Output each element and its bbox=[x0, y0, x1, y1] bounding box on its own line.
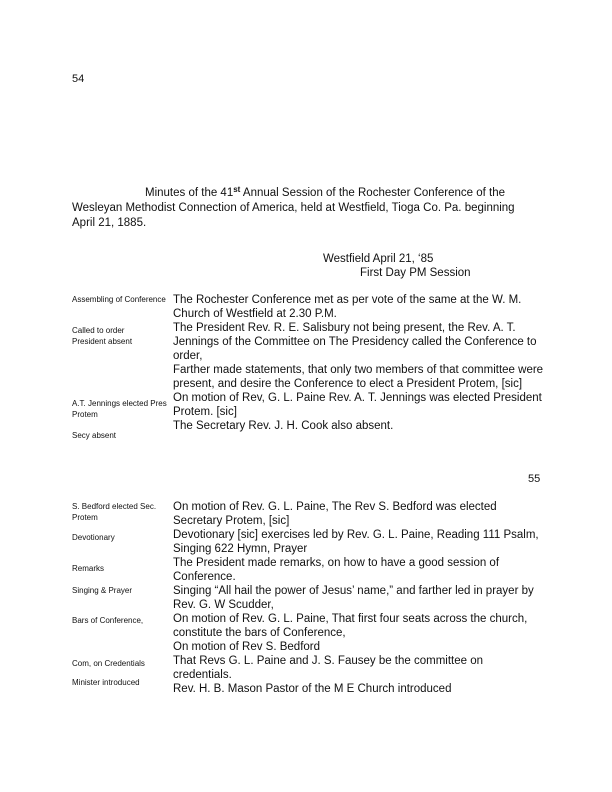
page-number-55: 55 bbox=[528, 473, 541, 485]
minutes-paragraph: That Revs G. L. Paine and J. S. Fausey be the committee on credentials. bbox=[173, 655, 484, 681]
minutes-paragraph: Farther made statements, that only two members of that committee were present, and desire the Conference to elect a President Protem, [sic] bbox=[173, 364, 544, 390]
margin-note: Called to order bbox=[72, 326, 125, 335]
minutes-paragraph: Singing “All hail the power of Jesus’ name,” and farther led in prayer by Rev. G. W Scudder, bbox=[173, 585, 534, 611]
margin-note: Devotionary bbox=[72, 533, 115, 542]
margin-note: Bars of Conference, bbox=[72, 616, 144, 625]
margin-note: President absent bbox=[72, 337, 133, 346]
minutes-paragraph: The President made remarks, on how to have a good session of Conference. bbox=[173, 557, 500, 583]
minutes-paragraph: Devotionary [sic] exercises led by Rev. G. L. Paine, Reading 111 Psalm, Singing 622 Hymn, Prayer bbox=[173, 529, 539, 555]
margin-note: Remarks bbox=[72, 564, 105, 573]
title-line1-start: Minutes of the 41 bbox=[145, 187, 234, 199]
minutes-paragraph: On motion of Rev, G. L. Paine Rev. A. T. Jennings was elected President Protem. [sic] bbox=[173, 392, 542, 418]
minutes-body-page-54 bbox=[173, 293, 545, 433]
title-line3: April 21, 1885. bbox=[72, 217, 147, 229]
margin-note: Assembling of Conference bbox=[72, 295, 166, 304]
dateline-place-date: Westfield April 21, ‘85 bbox=[323, 253, 434, 265]
minutes-paragraph: Rev. H. B. Mason Pastor of the M E Church introduced bbox=[173, 683, 452, 695]
margin-note: Com, on Credentials bbox=[72, 659, 145, 668]
minutes-paragraph: On motion of Rev. G. L. Paine, The Rev S. Bedford was elected Secretary Protem, [sic] bbox=[173, 501, 497, 527]
margin-note: Singing & Prayer bbox=[72, 586, 133, 595]
page-number-54: 54 bbox=[72, 73, 85, 85]
minutes-paragraph: On motion of Rev. G. L. Paine, That first four seats across the church, constitute the bars of Conference, bbox=[173, 613, 528, 639]
minutes-title bbox=[72, 182, 544, 231]
minutes-paragraph: The Secretary Rev. J. H. Cook also absent. bbox=[173, 420, 394, 432]
margin-note: Minister introduced bbox=[72, 678, 140, 687]
title-superscript: st bbox=[233, 185, 241, 194]
minutes-paragraph: The Rochester Conference met as per vote of the same at the W. M. Church of Westfield at 2.30 P.M. bbox=[173, 294, 522, 320]
title-line1-end: Annual Session of the Rochester Conference of the bbox=[240, 187, 506, 199]
title-line2: Wesleyan Methodist Connection of America, held at Westfield, Tioga Co. Pa. beginning bbox=[72, 202, 515, 214]
minutes-paragraph: On motion of Rev S. Bedford bbox=[173, 641, 321, 653]
minutes-body-page-55 bbox=[173, 500, 545, 696]
minutes-paragraph: The President Rev. R. E. Salisbury not being present, the Rev. A. T. Jennings of the Committee on The Presidency called the Conference to order, bbox=[173, 322, 537, 362]
margin-note: A.T. Jennings elected Pres Protem bbox=[72, 399, 167, 419]
dateline-session: First Day PM Session bbox=[360, 267, 471, 279]
margin-note: S. Bedford elected Sec. Protem bbox=[72, 502, 157, 522]
margin-note: Secy absent bbox=[72, 431, 117, 440]
